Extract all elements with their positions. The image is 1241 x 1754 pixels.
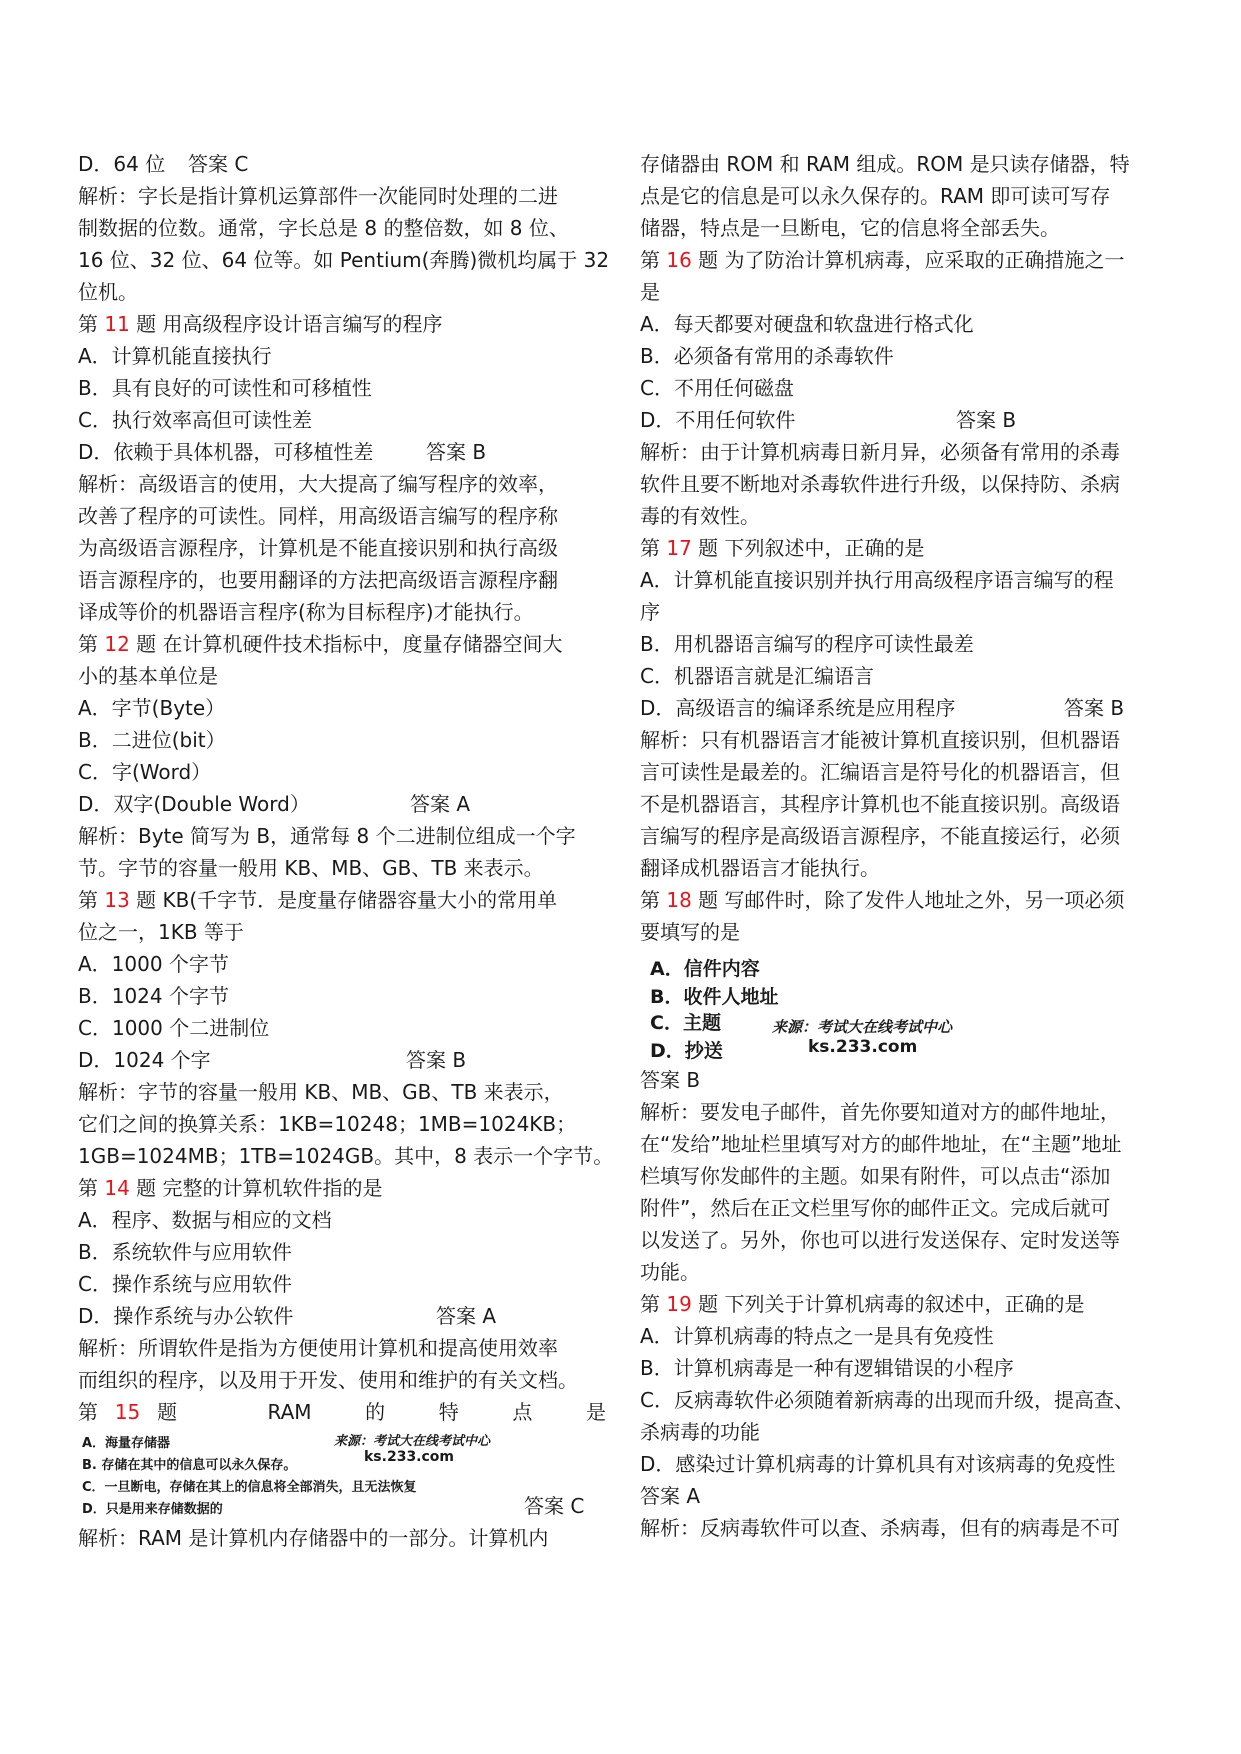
text-line: A．计算机病毒的特点之一是具有免疫性 (640, 1324, 994, 1348)
q18-watermark-url: ks.233.com (808, 1037, 918, 1057)
answer-label: 答案 B (426, 440, 487, 464)
text-line: 译成等价的机器语言程序(称为目标程序)才能执行。 (78, 600, 534, 624)
right-text-block-a (640, 148, 1172, 948)
question-number: 18 (666, 888, 692, 912)
question-text: 题 完整的计算机软件指的是 (129, 1176, 383, 1200)
question-number: 14 (104, 1176, 130, 1200)
question-text: 题 用高级程序设计语言编写的程序 (129, 312, 443, 336)
text-line: 毒的有效性。 (640, 504, 760, 528)
text-line: A．字节(Byte） (78, 696, 226, 720)
text-line: 解析：只有机器语言才能被计算机直接识别，但机器语 (640, 728, 1120, 752)
text-line: 要填写的是 (640, 920, 740, 944)
question-prefix: 第 (78, 632, 105, 656)
text-line: 解析：要发电子邮件，首先你要知道对方的邮件地址， (640, 1100, 1120, 1124)
q18-watermark-cn: 来源：考试大在线考试中心 (772, 1018, 953, 1036)
text-line: A．每天都要对硬盘和软盘进行格式化 (640, 312, 974, 336)
question-heading (78, 884, 606, 916)
text-line: B．必须备有常用的杀毒软件 (640, 344, 894, 368)
text-line: B．1024 个字节 (78, 984, 229, 1008)
text-line: C．反病毒软件必须随着新病毒的出现而升级，提高查、 (640, 1388, 1134, 1412)
text-line: B．系统软件与应用软件 (78, 1240, 292, 1264)
question-heading (78, 628, 606, 660)
text-line: 解析：Byte 简写为 B，通常每 8 个二进制位组成一个字 (78, 824, 576, 848)
text-line: 位之一，1KB 等于 (78, 920, 244, 944)
text-line: 解析：反病毒软件可以查、杀病毒，但有的病毒是不可 (640, 1516, 1120, 1540)
text-line: C．操作系统与应用软件 (78, 1272, 292, 1296)
text-line: A．计算机能直接执行 (78, 344, 272, 368)
answer-label: 答案 B (406, 1048, 467, 1072)
text-line: 储器，特点是一旦断电，它的信息将全部丢失。 (640, 216, 1060, 240)
text-line: 存储器由 ROM 和 RAM 组成。ROM 是只读存储器，特 (640, 152, 1130, 176)
question-number: 16 (666, 248, 692, 272)
option-text: D．高级语言的编译系统是应用程序 (640, 696, 956, 720)
text-line: 而组织的程序，以及用于开发、使用和维护的有关文档。 (78, 1368, 578, 1392)
question-prefix: 第 (78, 1176, 105, 1200)
text-line: 答案 A (640, 1484, 701, 1508)
q15-option-a: A．海量存储器 (82, 1436, 171, 1451)
text-line: A．程序、数据与相应的文档 (78, 1208, 332, 1232)
question-number: 17 (666, 536, 692, 560)
text-line: 序 (640, 600, 660, 624)
text-line: 解析：高级语言的使用，大大提高了编写程序的效率， (78, 472, 558, 496)
question-number: 12 (104, 632, 130, 656)
text-line: B．二进位(bit） (78, 728, 226, 752)
text-line: B．具有良好的可读性和可移植性 (78, 376, 372, 400)
question-prefix: 第 (78, 312, 105, 336)
q18-option-d: D．抄送 (650, 1040, 723, 1062)
text-line: 16 位、32 位、64 位等。如 Pentium(奔腾)微机均属于 32 (78, 248, 610, 272)
answer-label: 答案 A (436, 1304, 497, 1328)
text-line: 它们之间的换算关系：1KB=10248；1MB=1024KB； (78, 1112, 577, 1136)
text-line: 解析：所谓软件是指为方便使用计算机和提高使用效率 (78, 1336, 558, 1360)
question-15-heading: 第15题 RAM 的 特 点 是 (78, 1400, 606, 1424)
text-line: 位机。 (78, 280, 138, 304)
text-line: 点是它的信息是可以永久保存的。RAM 即可读可写存 (640, 184, 1111, 208)
text-line: 杀病毒的功能 (640, 1420, 760, 1444)
text-line: 解析：字长是指计算机运算部件一次能同时处理的二进 (78, 184, 558, 208)
q18-option-a: A．信件内容 (650, 958, 760, 980)
question-heading (78, 308, 606, 340)
text-line: 是 (640, 280, 660, 304)
text-line: 1GB=1024MB；1TB=1024GB。其中，8 表示一个字节。 (78, 1144, 614, 1168)
option-text: D．依赖于具体机器，可移植性差 (78, 440, 374, 464)
text-line: 栏填写你发邮件的主题。如果有附件，可以点击“添加 (640, 1164, 1111, 1188)
question-18-options-image (640, 948, 1172, 1064)
answer-label: 答案 C (188, 152, 249, 176)
question-heading (640, 1288, 1172, 1320)
text-line: 翻译成机器语言才能执行。 (640, 856, 880, 880)
text-line: 言编写的程序是高级语言源程序，不能直接运行，必须 (640, 824, 1120, 848)
option-with-answer (78, 1044, 606, 1076)
option-with-answer (78, 1300, 606, 1332)
right-text-block-b (640, 1064, 1172, 1544)
question-15-options-image (78, 1428, 606, 1522)
option-with-answer (78, 148, 606, 180)
text-line: D．感染过计算机病毒的计算机具有对该病毒的免疫性 (640, 1452, 1116, 1476)
text-line: C．不用任何磁盘 (640, 376, 794, 400)
option-with-answer (78, 788, 606, 820)
q15-answer: 答案 C (524, 1494, 585, 1518)
text-line: 不是机器语言，其程序计算机也不能直接识别。高级语 (640, 792, 1120, 816)
option-with-answer (640, 404, 1172, 436)
question-text: 题 写邮件时，除了发件人地址之外，另一项必须 (691, 888, 1125, 912)
q15-option-c: C．一旦断电，存储在其上的信息将全部消失，且无法恢复 (82, 1480, 417, 1495)
text-line: 解析：由于计算机病毒日新月异，必须备有常用的杀毒 (640, 440, 1120, 464)
text-line: 言可读性是最差的。汇编语言是符号化的机器语言，但 (640, 760, 1120, 784)
q15-watermark-url: ks.233.com (364, 1449, 455, 1465)
text-line: 改善了程序的可读性。同样，用高级语言编写的程序称 (78, 504, 558, 528)
question-text: 题 在计算机硬件技术指标中，度量存储器空间大 (129, 632, 563, 656)
text-line: 功能。 (640, 1260, 700, 1284)
q15-option-d: D．只是用来存储数据的 (82, 1502, 223, 1517)
text-line: C．机器语言就是汇编语言 (640, 664, 874, 688)
q15-watermark (334, 1430, 490, 1465)
question-number: 11 (104, 312, 130, 336)
question-text: 题 下列关于计算机病毒的叙述中，正确的是 (691, 1292, 1085, 1316)
text-line: C．字(Word） (78, 760, 212, 784)
question-text: 题 下列叙述中，正确的是 (691, 536, 925, 560)
option-text: D．1024 个字 (78, 1048, 211, 1072)
q18-option-c: C．主题 (650, 1012, 721, 1034)
option-text: D．操作系统与办公软件 (78, 1304, 294, 1328)
left-column (78, 148, 614, 1554)
text-line: 答案 B (640, 1068, 701, 1092)
text-line: A．1000 个字节 (78, 952, 229, 976)
text-line: C．1000 个二进制位 (78, 1016, 270, 1040)
question-heading (640, 532, 1172, 564)
option-with-answer (640, 692, 1172, 724)
q15-watermark-cn: 来源：考试大在线考试中心 (334, 1434, 491, 1449)
answer-label: 答案 A (410, 792, 471, 816)
q18-watermark (772, 1016, 952, 1057)
question-number: 13 (104, 888, 130, 912)
text-line: 解析：字节的容量一般用 KB、MB、GB、TB 来表示， (78, 1080, 564, 1104)
question-heading (640, 244, 1172, 276)
q18-option-b: B．收件人地址 (650, 986, 779, 1008)
option-with-answer (78, 436, 606, 468)
q15-analysis: 解析：RAM 是计算机内存储器中的一部分。计算机内 (78, 1526, 549, 1550)
text-line: 软件且要不断地对杀毒软件进行升级，以保持防、杀病 (640, 472, 1120, 496)
option-text: D．不用任何软件 (640, 408, 796, 432)
text-line: A．计算机能直接识别并执行用高级程序语言编写的程 (640, 568, 1114, 592)
question-number: 19 (666, 1292, 692, 1316)
answer-label: 答案 B (1064, 696, 1125, 720)
question-text: 题 KB(千字节．是度量存储器容量大小的常用单 (129, 888, 558, 912)
right-column (640, 148, 1172, 1544)
text-line: 附件”，然后在正文栏里写你的邮件正文。完成后就可 (640, 1196, 1111, 1220)
text-line: C．执行效率高但可读性差 (78, 408, 312, 432)
text-line: B．计算机病毒是一种有逻辑错误的小程序 (640, 1356, 1014, 1380)
text-line: B．用机器语言编写的程序可读性最差 (640, 632, 974, 656)
answer-label: 答案 B (956, 408, 1017, 432)
text-line: 制数据的位数。通常，字长总是 8 的整倍数，如 8 位、 (78, 216, 569, 240)
text-line: 以发送了。另外，你也可以进行发送保存、定时发送等 (640, 1228, 1120, 1252)
text-line: 小的基本单位是 (78, 664, 218, 688)
question-text: 题 为了防治计算机病毒，应采取的正确措施之一 (691, 248, 1125, 272)
question-prefix: 第 (78, 888, 105, 912)
left-text-block (78, 148, 614, 1396)
question-heading (640, 884, 1172, 916)
question-prefix: 第 (640, 248, 667, 272)
option-text: D．双字(Double Word） (78, 792, 310, 816)
question-prefix: 第 (640, 1292, 667, 1316)
text-line: 为高级语言源程序，计算机是不能直接识别和执行高级 (78, 536, 558, 560)
q15-option-b: B. 存储在其中的信息可以永久保存。 (82, 1458, 297, 1473)
option-text: D．64 位 (78, 152, 166, 176)
text-line: 在“发给”地址栏里填写对方的邮件地址，在“主题”地址 (640, 1132, 1122, 1156)
question-prefix: 第 (640, 888, 667, 912)
question-heading (78, 1172, 606, 1204)
text-line: 语言源程序的，也要用翻译的方法把高级语言源程序翻 (78, 568, 558, 592)
text-line: 节。字节的容量一般用 KB、MB、GB、TB 来表示。 (78, 856, 544, 880)
question-prefix: 第 (640, 536, 667, 560)
